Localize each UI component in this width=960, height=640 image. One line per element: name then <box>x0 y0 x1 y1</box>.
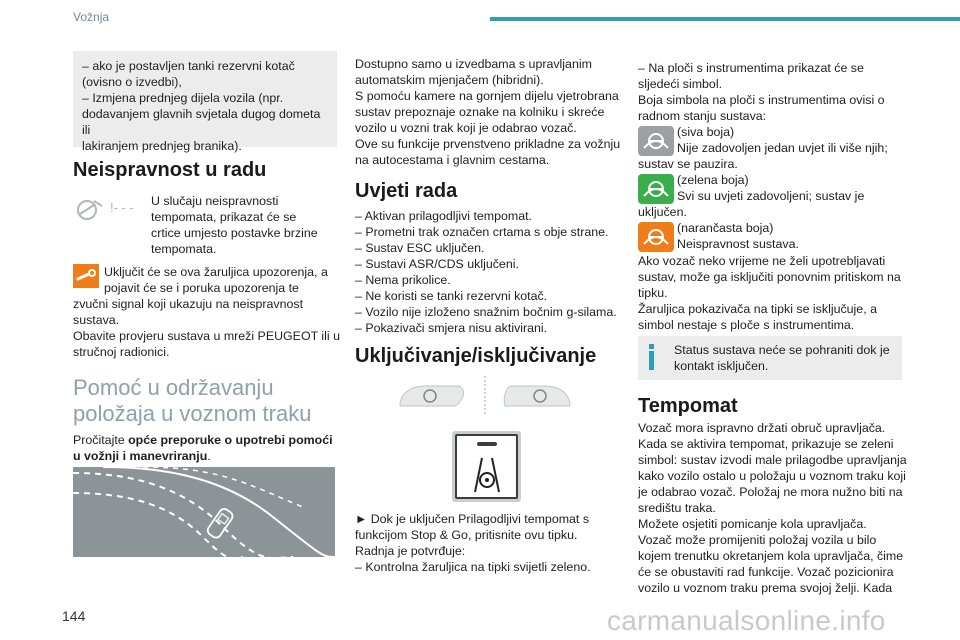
activation-text <box>355 511 635 575</box>
note-line: dodavanjem glavnih svjetala dugog dometa ili <box>82 107 321 137</box>
state-label: (siva boja) <box>677 125 735 139</box>
lane-symbol-orange-icon <box>638 222 674 252</box>
state-line: Svi su uvjeti zadovoljeni; sustav je <box>677 189 865 203</box>
para-line: sustav, može ga isključiti ponovnim pritiskom na <box>638 270 901 284</box>
para-line: Ove su funkcije prvenstveno prikladne za vožnju <box>355 137 621 151</box>
list-item: – Vozilo nije izloženo snažnim bočnim g-silama. <box>355 305 617 319</box>
steering-controls-illustration <box>395 376 575 416</box>
para-line: radnom stanju sustava: <box>638 109 767 123</box>
conditions-list <box>355 208 635 336</box>
dashes-text: !- - - <box>110 200 134 215</box>
fault-line: tempomata. <box>151 242 217 256</box>
para-line: je odabrao vozač. Položaj ne mora nužno biti na <box>638 485 903 499</box>
col3-mid <box>638 253 918 333</box>
intro-suffix: . <box>207 449 211 463</box>
state-label: (narančasta boja) <box>677 221 774 235</box>
heading-line: Pomoć u održavanju <box>73 375 274 400</box>
para-line: automatskim mjenjačem (hibridni). <box>355 73 544 87</box>
state-line: Neispravnost sustava. <box>677 237 799 251</box>
lane-symbol-green-icon <box>638 174 674 204</box>
para-line: Boja simbola na ploči s instrumentima ovisi o <box>638 93 885 107</box>
para-line: kojem trenutku okretanjem kola upravljača, čime <box>638 549 904 563</box>
info-icon <box>649 344 654 370</box>
para-line: će se obustaviti rad funkcije. Vozač pozicionira <box>638 565 894 579</box>
state-line: sustav se pauzira. <box>638 157 738 171</box>
info-line: Status sustava neće se pohraniti dok je <box>674 343 890 357</box>
intro-paragraph <box>73 432 343 464</box>
header-accent-bar <box>490 17 960 21</box>
running-header: Vožnja <box>73 10 110 24</box>
list-item: – Pokazivači smjera nisu aktivirani. <box>355 321 548 335</box>
para-line: tipku. <box>638 286 668 300</box>
lane-illustration <box>73 467 335 557</box>
lane-steering-icon <box>465 452 509 496</box>
heading-line: položaja u voznom traku <box>73 401 312 426</box>
watermark: carmanualsonline.info <box>607 605 886 636</box>
para-line: funkcijom Stop & Go, pritisnite ovu tipku. <box>355 528 578 542</box>
warning-text <box>73 296 343 360</box>
indicator-lamp <box>477 442 497 446</box>
warning-line: Uključit će se ova žaruljica upozorenja, a <box>104 265 328 279</box>
wrench-warning-icon <box>73 264 99 288</box>
para-line: središtu traka. <box>638 501 716 515</box>
list-item: – Nema prikolice. <box>355 273 451 287</box>
para-line: simbol nestaje s ploče s instrumentima. <box>638 318 855 332</box>
para-line: Vozač može promijeniti položaj vozila u bilo <box>638 533 877 547</box>
warning-line: Obavite provjeru sustava u mreži PEUGEOT ili u <box>73 329 340 343</box>
fault-line: crtice umjesto postavke brzine <box>151 226 318 240</box>
para-line: Možete osjetiti pomicanje kola upravljača. <box>638 517 867 531</box>
para-line: – Kontrolna žaruljica na tipki svijetli zeleno. <box>355 560 591 574</box>
note-line: – Izmjena prednjeg dijela vozila (npr. <box>82 91 284 105</box>
warning-line: sustava. <box>73 313 120 327</box>
intro-bold: u vožnji i manevriranju <box>73 449 208 463</box>
para-line: Vozač mora ispravno držati obruč upravljača. <box>638 421 886 435</box>
button-face <box>455 434 518 499</box>
fault-line: U slučaju neispravnosti <box>151 194 279 208</box>
note-box <box>73 51 337 153</box>
col3-top <box>638 60 913 124</box>
list-item: – Sustav ESC uključen. <box>355 241 485 255</box>
info-box <box>638 336 902 380</box>
page-number: 144 <box>62 608 86 624</box>
para-line: na autocestama i glavnim cestama. <box>355 153 550 167</box>
lane-assist-heading <box>73 375 311 427</box>
para-line: vozilo u voznom traku prema svojoj želji. Kada <box>638 581 893 595</box>
para-line: sljedeći simbol. <box>638 77 723 91</box>
onoff-heading: Uključivanje/isključivanje <box>355 345 597 367</box>
intro-prefix: Pročitajte <box>73 433 129 447</box>
para-line: sustav prepoznaje oznake na kolniku i skreće <box>355 105 605 119</box>
conditions-heading: Uvjeti rada <box>355 180 458 202</box>
info-line: kontakt isključen. <box>674 359 769 373</box>
para-line: vozilo u vozni trak koji je odabrao vozač. <box>355 121 577 135</box>
warning-line: pojavit će se i poruka upozorenja te <box>104 281 299 295</box>
warning-line: stručnoj radionici. <box>73 345 170 359</box>
cruise-fault-icon <box>74 198 142 220</box>
para-line: kako vozilo ostalo u položaju u voznom traku koji <box>638 469 906 483</box>
fault-text <box>151 193 341 257</box>
fault-line: tempomata, prikazat će se <box>151 210 297 224</box>
note-line: – ako je postavljen tanki rezervni kotač <box>82 59 295 73</box>
para-line: Kada se aktivira tempomat, prikazuje se zeleni <box>638 437 894 451</box>
para-line: – Na ploči s instrumentima prikazat će se <box>638 61 864 75</box>
tempomat-text <box>638 420 923 596</box>
list-item: – Ne koristi se tanki rezervni kotač. <box>355 289 548 303</box>
note-line: lakiranjem prednjeg branika). <box>82 139 242 153</box>
note-line: (ovisno o izvedbi), <box>82 75 182 89</box>
state-line: uključen. <box>638 205 687 219</box>
list-item: – Aktivan prilagodljivi tempomat. <box>355 209 532 223</box>
lane-symbol-gray-icon <box>638 126 674 156</box>
fault-heading: Neispravnost u radu <box>73 159 267 181</box>
list-item: – Sustavi ASR/CDS uključeni. <box>355 257 519 271</box>
para-line: S pomoću kamere na gornjem dijelu vjetrobrana <box>355 89 619 103</box>
tempomat-heading: Tempomat <box>638 395 738 417</box>
lane-keep-button[interactable] <box>452 431 521 502</box>
col2-intro <box>355 56 630 168</box>
list-item: – Prometni trak označen crtama s obje strane. <box>355 225 609 239</box>
para-line: ► Dok je uključen Prilagodljivi tempomat s <box>355 512 590 526</box>
para-line: Dostupno samo u izvedbama s upravljanim <box>355 57 592 71</box>
warning-text-indent <box>104 264 340 296</box>
para-line: Radnja je potvrđuje: <box>355 544 466 558</box>
para-line: simbol: sustav izvodi male prilagodbe upravljanja <box>638 453 907 467</box>
info-text <box>674 342 890 374</box>
intro-bold: opće preporuke o upotrebi pomoći <box>128 433 333 447</box>
para-line: Ako vozač neko vrijeme ne želi upotrebljavati <box>638 254 886 268</box>
warning-line: zvučni signal koji ukazuju na neispravnost <box>73 297 304 311</box>
para-line: Žaruljica pokazivača na tipki se isključuje, a <box>638 302 877 316</box>
state-line: Nije zadovoljen jedan uvjet ili više njih; <box>677 141 888 155</box>
state-label: (zelena boja) <box>677 173 749 187</box>
